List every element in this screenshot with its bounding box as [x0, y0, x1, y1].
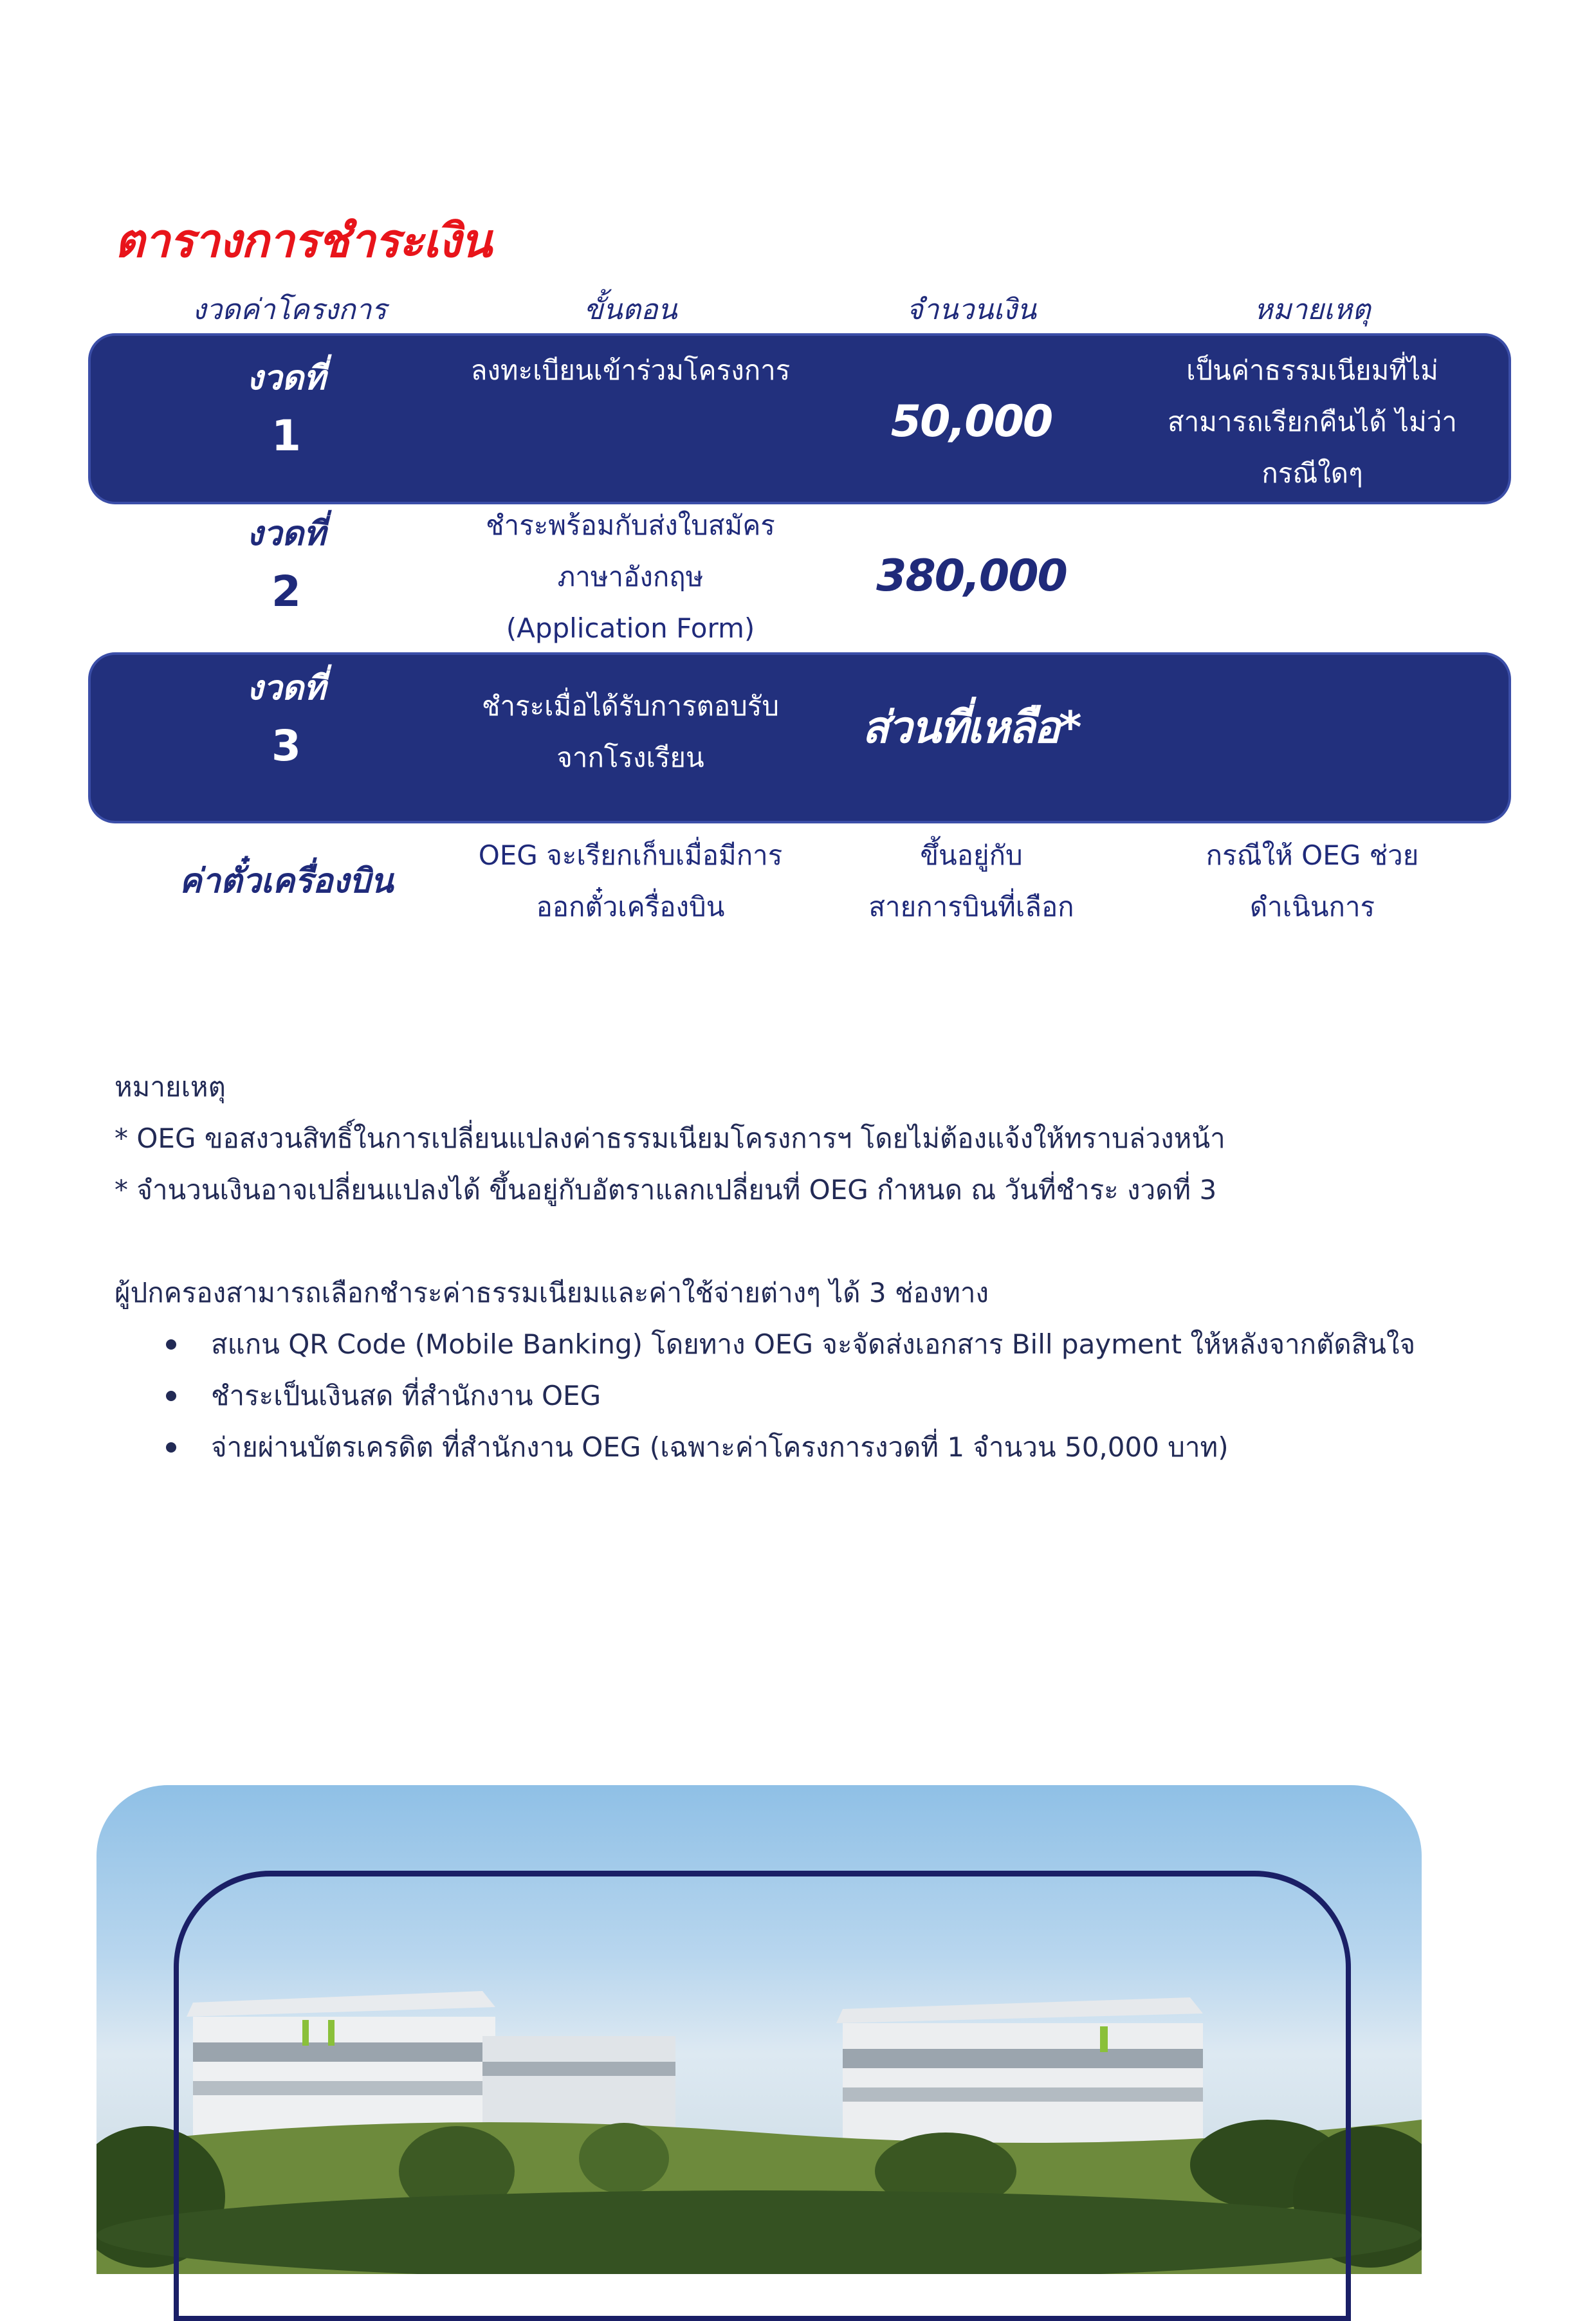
row-3-amount: ส่วนที่เหลือ* — [862, 702, 1081, 753]
row-1-number: 1 — [271, 411, 301, 461]
row-3-installment — [193, 663, 380, 778]
row-2-step — [450, 500, 811, 654]
row-1-remark-line: เป็นค่าธรรมเนียมที่ไม่ — [1186, 354, 1438, 386]
row-2-step-line: ภาษาอังกฤษ — [557, 561, 704, 592]
channel-text: จ่ายผ่านบัตรเครดิต ที่สำนักงาน OEG (เฉพาะค่าโครงการงวดที่ 1 จำนวน 50,000 บาท) — [211, 1431, 1229, 1463]
row-1-step — [450, 345, 811, 396]
row-3-number: 3 — [271, 721, 301, 771]
note-line: * จำนวนเงินอาจเปลี่ยนแปลงได้ ขึ้นอยู่กับอัตราแลกเปลี่ยนที่ OEG กำหนด ณ วันที่ชำระ งวดที่ 3 — [115, 1174, 1217, 1206]
payment-channels — [115, 1267, 1415, 1473]
row-4-step-line: ออกตั๋วเครื่องบิน — [536, 891, 725, 922]
row-3-step-line: ชำระเมื่อได้รับการตอบรับ — [481, 690, 780, 722]
row-3-step — [450, 681, 811, 784]
channel-text: สแกน QR Code (Mobile Banking) โดยทาง OEG จะจัดส่งเอกสาร Bill payment ให้หลังจากตัดสินใจ — [211, 1328, 1416, 1360]
row-1-step-line: ลงทะเบียนเข้าร่วมโครงการ — [470, 354, 791, 386]
notes-heading: หมายเหตุ — [115, 1071, 226, 1103]
page-title: ตารางการชำระเงิน — [115, 214, 491, 268]
header-amount: จำนวนเงิน — [906, 293, 1036, 326]
row-1-installment — [193, 353, 380, 468]
row-2-number: 2 — [271, 567, 301, 616]
channel-item — [211, 1370, 1415, 1422]
row-4-amount — [830, 830, 1113, 933]
notes-section — [115, 1061, 1225, 1216]
bullet-icon — [166, 1391, 176, 1401]
row-4-step — [450, 830, 811, 933]
row-2-label: งวดที่ — [246, 515, 326, 553]
row-4-amount-line: ขึ้นอยู่กับ — [920, 839, 1023, 871]
channels-intro: ผู้ปกครองสามารถเลือกชำระค่าธรรมเนียมและค่าใช้จ่ายต่างๆ ได้ 3 ช่องทาง — [115, 1277, 989, 1308]
header-step: ขั้นตอน — [583, 293, 677, 326]
row-1-remark-line: สามารถเรียกคืนได้ ไม่ว่า — [1168, 406, 1457, 437]
row-1-label: งวดที่ — [246, 359, 326, 398]
row-4-remark — [1132, 830, 1492, 933]
channel-item — [211, 1319, 1415, 1370]
header-remark: หมายเหตุ — [1254, 293, 1371, 326]
channels-list — [115, 1319, 1415, 1473]
row-4-remark-line: ดำเนินการ — [1249, 891, 1375, 922]
row-2-step-line: ชำระพร้อมกับส่งใบสมัคร — [486, 509, 775, 541]
row-2-installment — [193, 508, 380, 624]
row-3-step-line: จากโรงเรียน — [556, 742, 704, 773]
row-4-amount-line: สายการบินที่เลือก — [868, 891, 1074, 922]
row-1-remark — [1132, 345, 1492, 499]
header-installment: งวดค่าโครงการ — [192, 293, 387, 326]
row-1-amount: 50,000 — [890, 396, 1052, 447]
row-4-remark-line: กรณีให้ OEG ช่วย — [1206, 839, 1419, 871]
row-2-step-line: (Application Form) — [506, 612, 755, 644]
bullet-icon — [166, 1442, 176, 1453]
channel-text: ชำระเป็นเงินสด ที่สำนักงาน OEG — [211, 1380, 601, 1411]
row-2-amount: 380,000 — [876, 551, 1067, 601]
row-4-label: ค่าตั๋วเครื่องบิน — [179, 862, 394, 901]
bullet-icon — [166, 1339, 176, 1350]
row-4-step-line: OEG จะเรียกเก็บเมื่อมีการ — [478, 839, 783, 871]
note-line: * OEG ขอสงวนสิทธิ์ในการเปลี่ยนแปลงค่าธรรมเนียมโครงการฯ โดยไม่ต้องแจ้งให้ทราบล่วงหน้า — [115, 1123, 1225, 1154]
row-3-label: งวดที่ — [246, 669, 326, 708]
row-1-remark-line: กรณีใดๆ — [1261, 457, 1363, 489]
photo-frame — [174, 1871, 1351, 2321]
channel-item — [211, 1422, 1415, 1473]
